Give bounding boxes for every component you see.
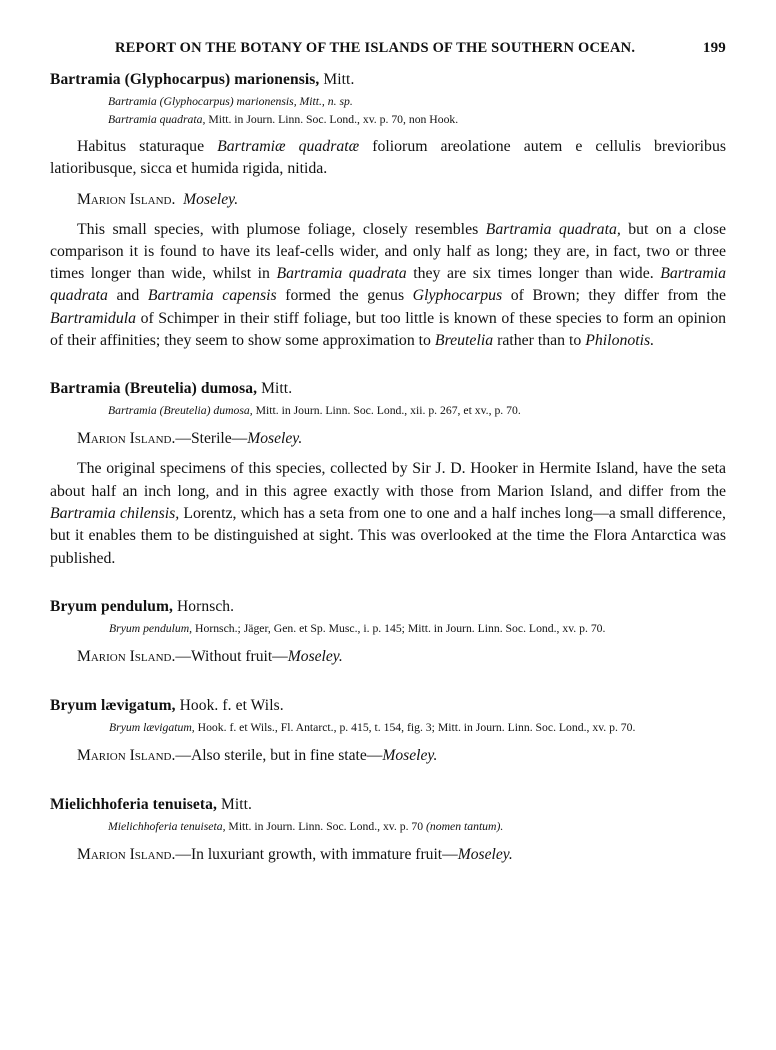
page-number: 199 [702, 40, 726, 56]
entry-bryum-laevigatum [50, 697, 726, 768]
species-heading: Bartramia (Breutelia) dumosa, Mitt. [50, 380, 293, 398]
running-head [50, 40, 726, 57]
subgenus: (Glyphocarpus) marionensis, [124, 71, 320, 88]
locality-line: Marion Island.—Also sterile, but in fine state—Moseley. [77, 746, 438, 764]
species-heading [50, 71, 726, 89]
entry-bartramia-dumosa [50, 380, 726, 569]
genus: Bartramia [50, 71, 121, 88]
synonym-line: Mielichhoferia tenuiseta, Mitt. in Journ. Linn. Soc. Lond., xv. p. 70 (nomen tantum). [108, 819, 504, 833]
locality-line: Marion Island.—Without fruit—Moseley. [77, 647, 343, 665]
synonym-line: Bryum lævigatum, Hook. f. et Wils., Fl. Antarct., p. 415, t. 154, fig. 3; Mitt. in Journ. Linn. Soc. Lond., xv. p. 70. [109, 720, 636, 734]
discussion-paragraph: This small species, with plumose foliage, closely resembles Bartramia quadrata, but on a close comparison it is found to have its leaf-cells wider, and only half as long; they are, in fact, two or three times longer than wide, whilst in Bartramia quadrata they are six times longer than wide. Bartramia quadrata and Bartramia capensis formed the genus Glyphocarpus of Brown; they differ from the Bartramidula of Schimper in their stiff foliage, but too little is known of these species to form an opinion of their affinities; they seem to show some approximation to Breutelia rather than to Philonotis. [50, 220, 727, 350]
latin-diagnosis: Habitus staturaque Bartramiæ quadratæ foliorum areolatione autem e cellulis brevioribus latioribusque, sicca et humida rigida, nitida. [50, 138, 726, 178]
locality-line: Marion Island.—In luxuriant growth, with immature fruit—Moseley. [77, 845, 513, 863]
species-heading: Mielichhoferia tenuiseta, Mitt. [50, 795, 253, 813]
entry-mielichhoferia-tenuiseta [50, 796, 726, 867]
entry-bartramia-marionensis [50, 71, 726, 352]
synonym-line: Bartramia (Glyphocarpus) marionensis, Mitt., n. sp. [108, 95, 353, 108]
author: Mitt. [323, 71, 355, 88]
running-title: REPORT ON THE BOTANY OF THE ISLANDS OF THE SOUTHERN OCEAN. [115, 40, 636, 56]
species-heading: Bryum pendulum, Hornsch. [50, 597, 235, 615]
discussion-paragraph: The original specimens of this species, collected by Sir J. D. Hooker in Hermite Island, have the seta about half an inch long, and in this agree exactly with those from Marion Island, and differ from the Bartramia chilensis, Lorentz, which has a seta from one to one and a half inches long—a small difference, but it enables them to be distinguished at sight. This was overlooked at the time the Flora Antarctica was published. [50, 460, 726, 567]
page [50, 40, 726, 867]
locality-line: Marion Island. Moseley. [77, 190, 239, 208]
synonym-line: Bryum pendulum, Hornsch.; Jäger, Gen. et Sp. Musc., i. p. 145; Mitt. in Journ. Linn. Soc. Lond., xv. p. 70. [109, 621, 606, 635]
entry-bryum-pendulum [50, 598, 726, 669]
synonym-line: Bartramia quadrata, Mitt. in Journ. Linn. Soc. Lond., xv. p. 70, non Hook. [108, 113, 459, 126]
species-heading: Bryum lævigatum, Hook. f. et Wils. [50, 696, 284, 714]
locality-line: Marion Island.—Sterile—Moseley. [77, 430, 303, 448]
synonym-line: Bartramia (Breutelia) dumosa, Mitt. in Journ. Linn. Soc. Lond., xii. p. 267, et xv., p. 70. [108, 404, 521, 418]
